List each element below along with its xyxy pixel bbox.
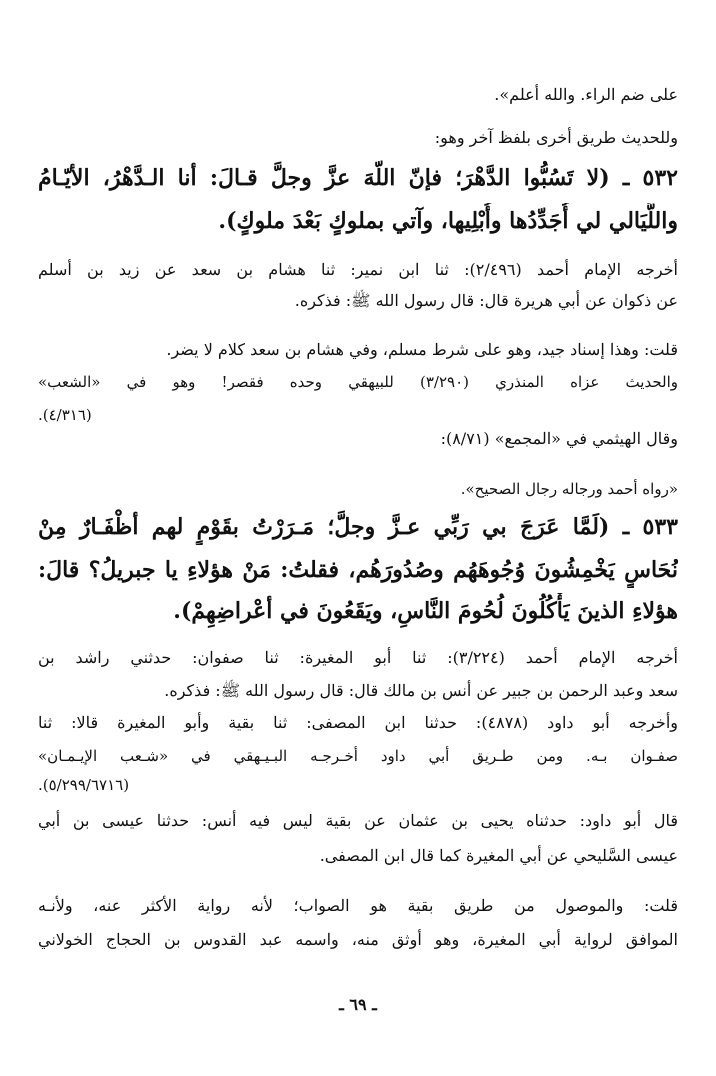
text-line: قلت: والموصول من طريق بقية هو الصواب؛ لأنه رواية الأكثر عنه، ولأنـه bbox=[38, 896, 678, 915]
text-line: أخرجه الإمام أحمد (٢/٤٩٦): ثنا ابن نمير: ثنا هشام بن سعد عن زيد بن أسلم bbox=[38, 260, 678, 279]
text-line: عيسى السَّليحي عن أبي المغيرة كما قال ابن المصفى. bbox=[319, 846, 678, 865]
hadith-533-line: نُحَاسٍ يَخْمِشُونَ وُجُوهَهُم وصُدُورَهُم، فقلتُ: مَنْ هؤلاءِ يا جبريلُ؟ قالَ: bbox=[38, 557, 678, 583]
text-line: سعد وعبد الرحمن بن جبير عن أنس بن مالك قال: قال رسول الله ﷺ: فذكره. bbox=[164, 681, 678, 700]
hadith-533-line: هؤلاءِ الذينَ يَأْكُلُونَ لُحُومَ النَّاسِ، ويَقَعُونَ في أعْراضِهِمْ). bbox=[173, 598, 678, 624]
hadith-532-line: ٥٣٢ ـ (لا تَسُبُّوا الدَّهْرَ؛ فإنّ اللّهَ عزَّ وجلَّ قـالَ: أنا الـدَّهْرُ، الأيّـامُ bbox=[38, 165, 678, 191]
text-line: أخرجه الإمام أحمد (٣/٢٢٤): ثنا أبو المغيرة: ثنا صفوان: حدثني راشد بن bbox=[38, 648, 678, 667]
text-line: «رواه أحمد ورجاله رجال الصحيح». bbox=[460, 480, 678, 498]
text-line: (٤/٣١٦). bbox=[38, 406, 92, 424]
text-line: وأخرجه أبو داود (٤٨٧٨): حدثنا ابن المصفى: ثنا بقية وأبو المغيرة قالا: ثنا bbox=[38, 713, 678, 732]
hadith-532-line: واللَّيَالي لي أُجَدِّدُها وأُبْلِيها، وآتي بملوكٍ بَعْدَ ملوكٍ). bbox=[218, 208, 678, 234]
text-line: وقال الهيثمي في «المجمع» (٨/٧١): bbox=[440, 429, 678, 448]
text-line: عن ذكوان عن أبي هريرة قال: قال رسول الله ﷺ: فذكره. bbox=[294, 291, 678, 310]
text-line: الموافق لرواية أبي المغيرة، وهو أوثق منه، واسمه عبد القدوس بن الحجاج الخولاني bbox=[38, 930, 678, 949]
text-line: وللحديث طريق أخرى بلفظ آخر وهو: bbox=[434, 128, 678, 147]
text-line: (٥/٢٩٩/٦٧١٦). bbox=[38, 776, 130, 794]
page-number: ـ ٦٩ ـ bbox=[339, 995, 377, 1014]
text-line: قلت: وهذا إسناد جيد، وهو على شرط مسلم، وفي هشام بن سعد كلام لا يضر. bbox=[166, 340, 678, 359]
hadith-533-line: ٥٣٣ ـ (لَمَّا عَرَجَ بي رَبِّي عـزَّ وجلَّ؛ مَـرَرْتُ بقَوْمٍ لهم أظْفَـارٌ مِنْ bbox=[38, 514, 678, 540]
text-line: على ضم الراء. والله أعلم». bbox=[494, 85, 678, 104]
text-line: والحديث عزاه المنذري (٣/٢٩٠) للبيهقي وحده فقصر! وهو في «الشعب» bbox=[38, 373, 678, 391]
text-line: صفـوان بـه. ومن طـريق أبي داود أخـرجـه البـيـهقي في «شـعب الإيـمـان» bbox=[38, 747, 678, 765]
text-line: قال أبو داود: حدثناه يحيى بن عثمان عن بقية ليس فيه أنس: حدثنا عيسى بن أبي bbox=[38, 811, 678, 830]
